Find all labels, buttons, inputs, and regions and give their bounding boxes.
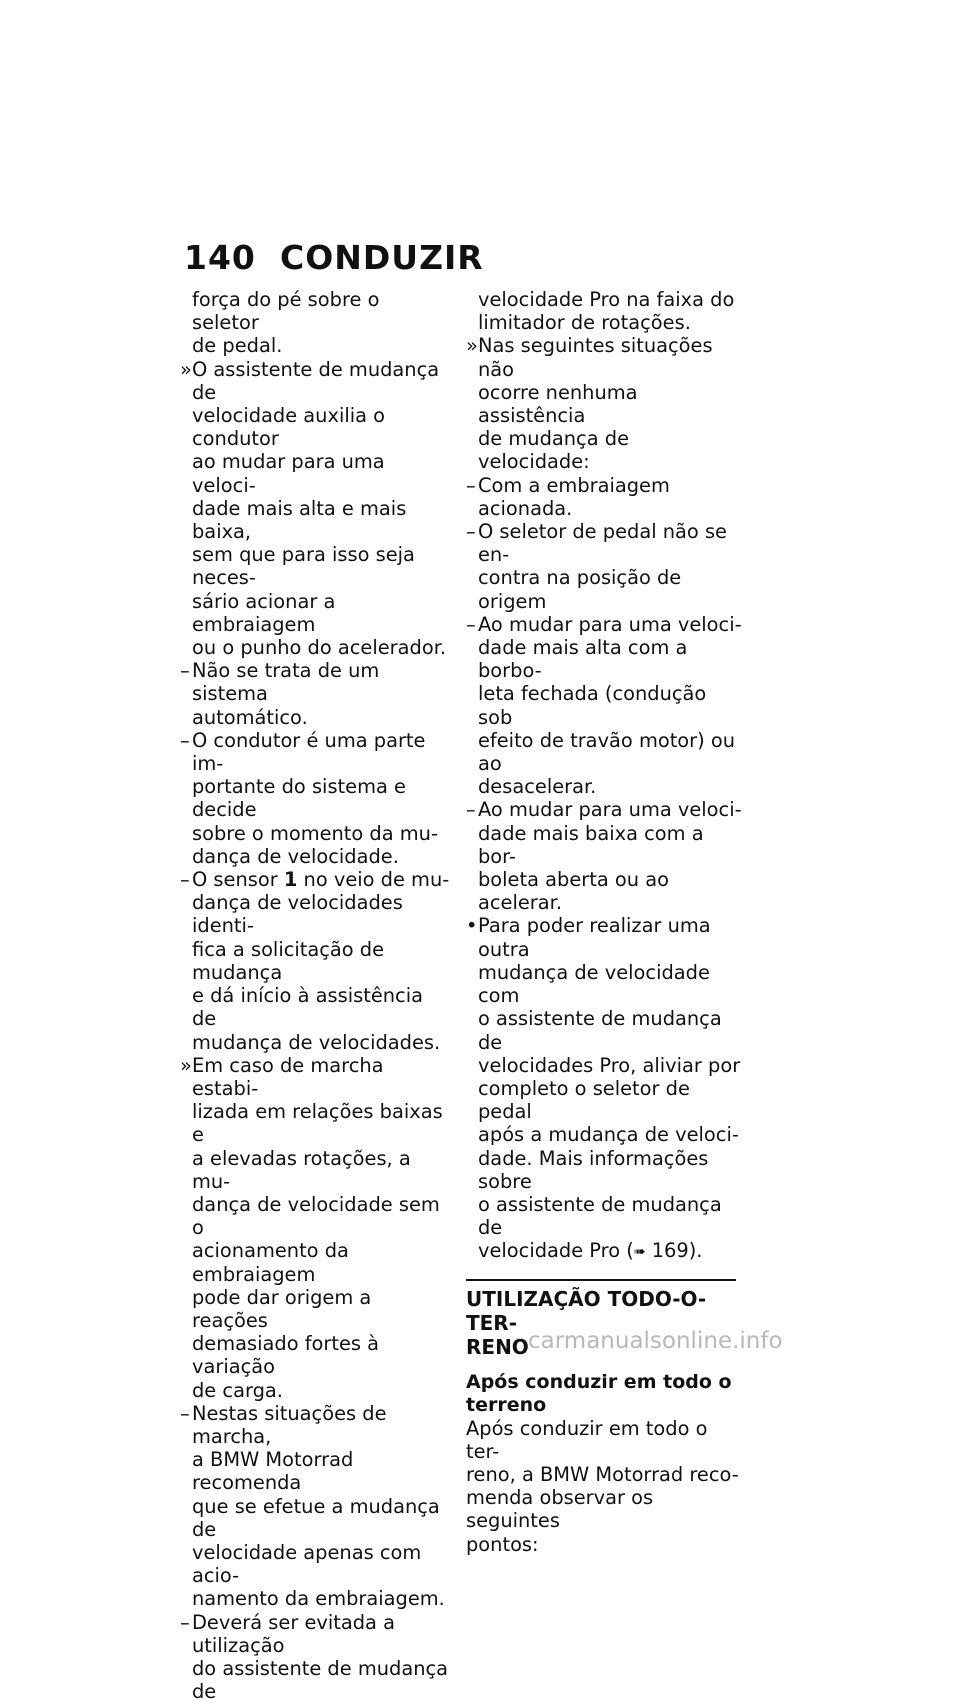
list-item [180,1611,452,1703]
dash-marker: – [466,612,476,636]
list-item-text: O condutor é uma parte im- portante do sistema e decide sobre o momento da mu- dança de velocidade. [192,728,438,868]
text-fragment: ). [688,1239,703,1263]
page-reference-arrow-icon: ➠ [633,1244,646,1261]
list-item-text: O assistente de mudança de velocidade auxilia o condutor ao mudar para uma veloci- dade mais alta e mais baixa, sem que para isso seja neces- sário acionar a embraiagem ou o punho do acelerador. [192,357,447,660]
result-marker: » [180,1053,192,1077]
list-item [466,520,742,613]
section-divider [466,1279,736,1281]
list-item [180,868,452,1054]
list-item [180,659,452,729]
list-item [180,358,452,660]
list-item-text [192,868,452,1054]
list-item-text: Deverá ser evitada a utilização do assistente de mudança de [192,1610,449,1703]
list-item-text: Com a embraiagem acionada. [478,473,670,520]
dash-marker: – [180,659,190,683]
chapter-title: CONDUZIR [280,238,484,277]
list-item [180,1054,452,1402]
list-item [466,613,742,799]
section-title: UTILIZAÇÃO TODO-O-TER- RENO [466,1286,707,1359]
result-marker: » [180,357,192,381]
list-item-text: Nestas situações de marcha, a BMW Motorrad recomenda que se efetue a mudança de velocidade apenas com acio- namento da embraiagem. [192,1401,445,1611]
right-column [466,288,742,1556]
result-marker: » [466,334,478,358]
left-column [180,288,452,1703]
list-item [466,334,742,473]
text-fragment: Para poder realizar uma outra mudança de velocidade com o assistente de mudança de velocidades Pro, aliviar por completo o seletor de pedal após a mudança de veloci- dade. Mais informações sobre o assistente de mudança de velocidade Pro ( [478,914,741,1263]
text-fragment: no veio de mu- dança de velocidades identi- fica a solicitação de mudança e dá início à assistência de mudança de velocidades. [192,868,450,1054]
page-number: 140 [184,238,256,277]
list-item [466,474,742,520]
watermark: carmanualsonline.info [528,1328,783,1354]
list-item [466,798,742,914]
list-item-text: Em caso de marcha estabi- lizada em relações baixas e a elevadas rotações, a mu- dança de velocidade sem o acionamento da embraiagem pode dar origem a reações demasiado fortes à variação de carga. [192,1053,443,1402]
list-item-text: Ao mudar para uma veloci- dade mais baixa com a bor- boleta aberta ou ao acelerar. [478,798,742,915]
bullet-marker: • [466,914,478,938]
list-item-text: O seletor de pedal não se en- contra na posição de origem [478,520,727,613]
sensor-number: 1 [283,868,298,892]
list-item-text [478,914,742,1264]
continued-text: velocidade Pro na faixa do limitador de rotações. [478,288,735,335]
list-item-text: Nas seguintes situações não ocorre nenhuma assistência de mudança de velocidade: [478,334,713,474]
list-item [180,1402,452,1611]
dash-marker: – [180,1401,190,1425]
list-item [180,729,452,868]
text-fragment: O sensor [192,868,284,892]
dash-marker: – [180,728,190,752]
dash-marker: – [466,798,476,822]
page-header [184,238,484,277]
dash-marker: – [180,1610,190,1634]
page-reference-link[interactable]: 169 [651,1239,689,1263]
subsection-title: Após conduzir em todo o terreno [466,1370,732,1416]
list-item-text: Não se trata de um sistema automático. [192,659,380,729]
list-item-text: Ao mudar para uma veloci- dade mais alta com a borbo- leta fechada (condução sob efeito de travão motor) ou ao desacelerar. [478,612,742,799]
dash-marker: – [466,473,476,497]
continued-text: força do pé sobre o seletor de pedal. [192,288,380,358]
paragraph: Após conduzir em todo o ter- reno, a BMW Motorrad reco- menda observar os seguintes pontos: [466,1416,739,1556]
dash-marker: – [180,868,190,892]
dash-marker: – [466,520,476,544]
list-item [466,914,742,1264]
